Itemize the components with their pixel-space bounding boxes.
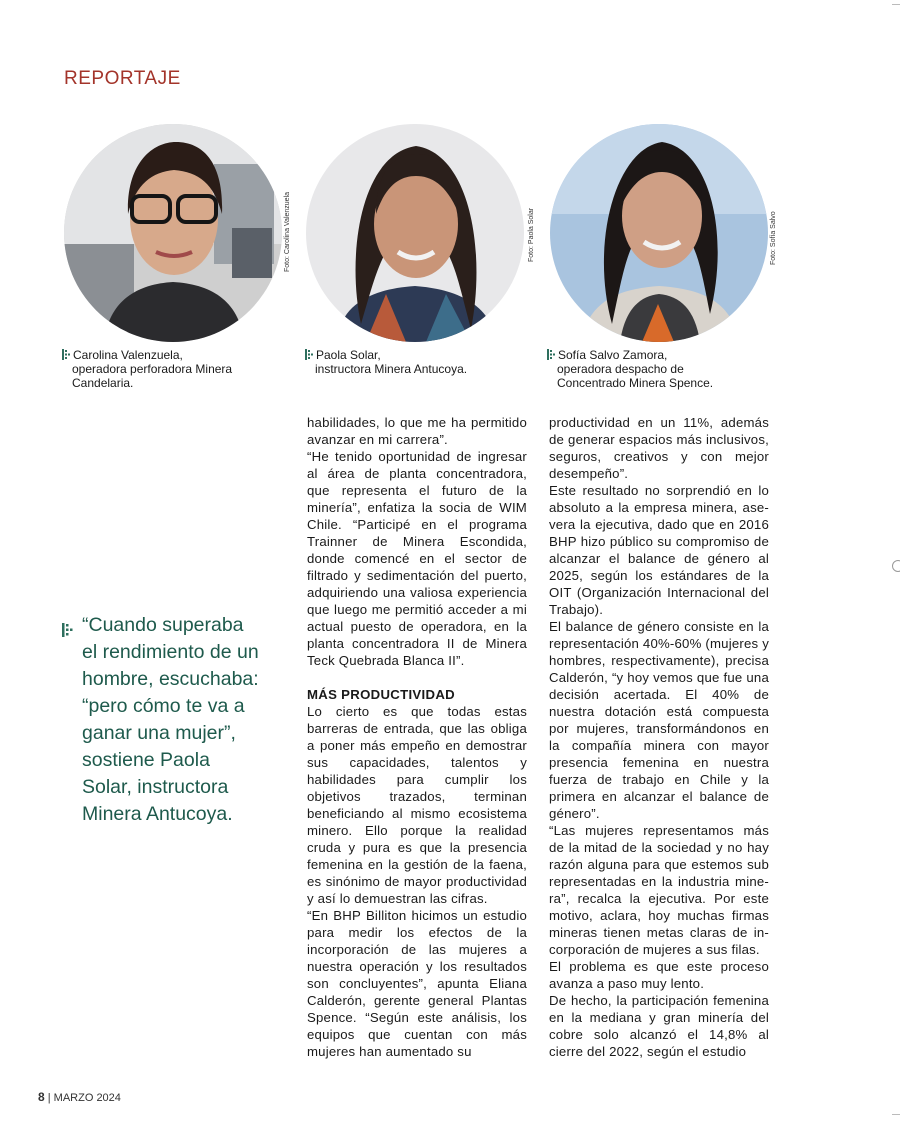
crop-mark — [892, 4, 900, 5]
bullet-mark-icon — [305, 349, 314, 360]
photo-credit-1: Foto: Carolina Valenzuela — [284, 191, 291, 272]
portrait-photo — [306, 124, 524, 342]
paragraph: habilidades, lo que me ha permitido avanzar en mi carrera”. — [307, 415, 527, 447]
bullet-mark-icon — [547, 349, 556, 360]
paragraph: Este resultado no sorprendió en lo absoluto a la empresa minera, ase-vera la ejecutiva, dado que en 2016 BHP hizo público su compromiso de alcanzar el balance de género al 2025, según los estándares de la OIT (Organización Internacional del Trabajo). — [549, 483, 769, 617]
issue-date: | MARZO 2024 — [47, 1092, 121, 1104]
page-number: 8 — [38, 1090, 45, 1104]
caption-sofia — [547, 348, 752, 390]
caption-name: Sofía Salvo Zamora, — [558, 348, 668, 362]
caption-name: Paola Solar, — [316, 348, 381, 362]
portrait-photo — [550, 124, 768, 342]
caption-role: operadora perforadora Minera Candelaria. — [72, 362, 233, 390]
paragraph: Lo cierto es que todas estas barreras de entrada, que las obliga a poner más empeño en demostrar sus capacidades, talentos y habilidades para cumplir los objetivos trazados, terminan beneficiando al mismo ecosistema minero. Ello porque la realidad cruda y pura es que la presencia femenina en la gestión de la faena, es sinónimo de mayor productividad y así lo demuestran las cifras. — [307, 704, 527, 906]
section-label: REPORTAJE — [64, 68, 181, 89]
photo-credit-2: Foto: Paola Solar — [528, 207, 535, 262]
portrait-paola-solar — [306, 124, 524, 342]
caption-role: instructora Minera Antucoya. — [315, 362, 468, 376]
portrait-sofia-salvo — [550, 124, 768, 342]
paragraph: “Las mujeres representamos más de la mitad de la sociedad y no hay razón alguna para que estemos sub representadas en la industria mine-ra”, recalca la ejecutiva. Por este motivo, aclara, hoy muchas firmas mineras tienen metas claras de in-corporación de mujeres a sus filas. — [549, 823, 769, 957]
article-column-1 — [307, 414, 527, 1060]
portrait-photo — [64, 124, 282, 342]
pull-quote — [62, 612, 262, 828]
portrait-carolina-valenzuela — [64, 124, 282, 342]
bullet-mark-icon — [62, 349, 71, 360]
crop-mark — [892, 1114, 900, 1115]
caption-paola — [305, 348, 505, 376]
caption-role: operadora despacho de Concentrado Minera Spence. — [557, 362, 714, 390]
photo-credit-3: Foto: Sofía Salvo — [770, 211, 777, 265]
subheading: MÁS PRODUCTIVIDAD — [307, 687, 455, 702]
caption-name: Carolina Valenzuela, — [73, 348, 183, 362]
paragraph: “En BHP Billiton hicimos un estudio para medir los efectos de la incorporación de las mujeres a nuestra operación y los resultados son concluyentes”, apunta Eliana Calderón, gerente general Plantas Spence. “Según este análisis, los equipos que cuentan con más mujeres han aumentado su — [307, 908, 527, 1059]
paragraph: El problema es que este proceso avanza a paso muy lento. — [549, 959, 769, 991]
paragraph: El balance de género consiste en la representación 40%-60% (mujeres y hombres, respectivamente), precisa Calderón, “y hoy vemos que fue una decisión acertada. El 40% de nuestra dotación está compuesta por mujeres, transformándonos en la compañía minera con mayor presencia femenina en nuestra fuerza de trabajo en Chile y la primera en alcanzar el balance de género”. — [549, 619, 769, 821]
pull-quote-text: “Cuando superaba el rendimiento de un hombre, escuchaba: “pero cómo te va a ganar una mujer”, sostiene Paola Solar, instructora Minera Antucoya. — [82, 614, 259, 825]
caption-carolina — [62, 348, 262, 390]
article-column-2 — [549, 414, 769, 1060]
paragraph: De hecho, la participación femenina en la mediana y gran minería del cobre solo alcanzó el 14,8% al cierre del 2022, según el estudio — [549, 993, 769, 1059]
page-folio — [38, 1090, 121, 1104]
paragraph: “He tenido oportunidad de ingresar al área de planta concentradora, que representa el futuro de la minería”, enfatiza la socia de WIM Chile. “Participé en el programa Trainner de Minera Escondida, donde comencé en el sector de filtrado y sedimentación del puerto, adquiriendo una valiosa experiencia que luego me permitió acceder a mi actual puesto de operadora, en la planta concentradora II de Minera Teck Quebrada Blanca II”. — [307, 449, 527, 668]
paragraph: productividad en un 11%, además de generar espacios más inclusivos, seguros, creativos y con mejor desempeño”. — [549, 415, 769, 481]
quote-mark-icon — [62, 618, 74, 632]
registration-mark-icon — [892, 560, 900, 572]
